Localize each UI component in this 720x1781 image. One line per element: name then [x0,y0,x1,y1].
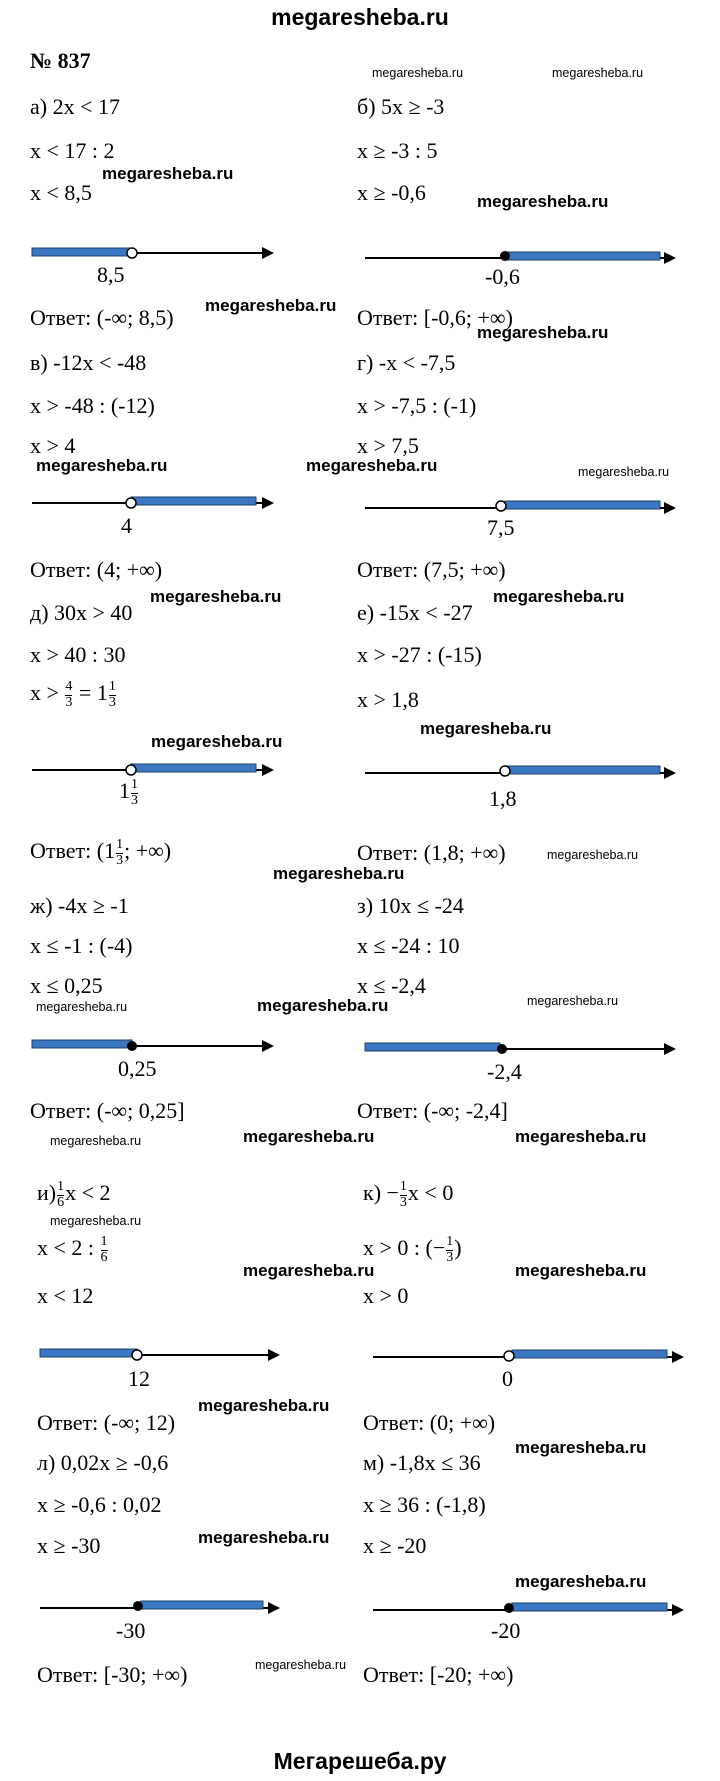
problem-k-label: к) − [363,1180,399,1206]
arrow-m [672,1604,684,1616]
watermark: megaresheba.ru [493,587,625,606]
problem-b-line-3: х ≥ -0,6 [357,180,426,205]
watermark: megaresheba.ru [36,456,168,475]
problem-zh-line-2: х ≤ -1 : (-4) [30,933,133,958]
problem-m-line-1: м) -1,8х ≤ 36 [363,1450,481,1475]
problem-zh-line-1: ж) -4х ≥ -1 [30,893,129,918]
watermark: megaresheba.ru [198,1396,330,1415]
problem-b-line-1: б) 5х ≥ -3 [357,94,445,119]
fraction-denominator: 3 [399,1194,407,1210]
answer-d-suffix: ; +∞) [124,838,172,864]
answer-g: Ответ: (7,5; +∞) [357,557,506,582]
watermark: megaresheba.ru [420,719,552,738]
watermark: megaresheba.ru [50,1134,142,1148]
problem-zh-line-3: х ≤ 0,25 [30,973,103,998]
problem-a-line-2: х < 17 : 2 [30,138,115,163]
fraction-numerator: 1 [399,1179,407,1194]
answer-b: Ответ: [-0,6; +∞) [357,305,513,330]
point-label-a: 8,5 [97,262,125,287]
point-label-v: 4 [121,513,132,538]
answer-v: Ответ: (4; +∞) [30,557,163,582]
answer-z: Ответ: (-∞; -2,4] [357,1098,508,1123]
point-label-i: 12 [128,1366,150,1391]
point-label-k: 0 [502,1366,513,1391]
watermark: megaresheba.ru [255,1658,347,1672]
answer-a: Ответ: (-∞; 8,5) [30,305,174,330]
problem-g-line-3: х > 7,5 [357,433,419,458]
point-label-l: -30 [116,1618,146,1643]
problem-g-line-2: х > -7,5 : (-1) [357,393,477,418]
watermark: megaresheba.ru [515,1127,647,1146]
fraction-denominator: 3 [446,1249,454,1265]
fraction-denominator: 3 [131,792,138,808]
watermark: megaresheba.ru [372,66,464,80]
answer-zh: Ответ: (-∞; 0,25] [30,1098,185,1123]
problem-d-line-1: д) 30х > 40 [30,600,133,625]
watermark: megaresheba.ru [515,1261,647,1280]
problem-l-line-3: х ≥ -30 [37,1533,101,1558]
problem-a-line-1: а) 2х < 17 [30,94,120,119]
shade-m [512,1603,667,1611]
fraction-numerator: 1 [131,777,138,792]
problem-l-line-2: х ≥ -0,6 : 0,02 [37,1492,162,1517]
point-label-b: -0,6 [485,264,520,289]
problem-v-line-3: х > 4 [30,433,76,458]
problem-l-line-1: л) 0,02х ≥ -0,6 [37,1450,169,1475]
problem-i-line-2-prefix: х < 2 : [37,1235,95,1261]
problem-v-line-2: х > -48 : (-12) [30,393,155,418]
point-m [504,1603,514,1613]
watermark: megaresheba.ru [477,323,609,342]
watermark: megaresheba.ru [273,864,405,883]
watermark: megaresheba.ru [306,456,438,475]
problem-v-line-1: в) -12х < -48 [30,350,147,375]
problem-k-line-2-prefix: х > 0 : (− [363,1235,446,1261]
watermark: megaresheba.ru [50,1214,142,1228]
watermark: megaresheba.ru [150,587,282,606]
problem-m-line-2: х ≥ 36 : (-1,8) [363,1492,486,1517]
answer-k: Ответ: (0; +∞) [363,1410,496,1435]
problem-a-line-3: х < 8,5 [30,180,92,205]
watermark: megaresheba.ru [515,1572,647,1591]
task-number: № 837 [30,48,91,73]
problem-e-line-3: х > 1,8 [357,687,419,712]
problem-z-line-2: х ≤ -24 : 10 [357,933,460,958]
watermark: megaresheba.ru [243,1261,375,1280]
site-header[interactable]: megaresheba.ru [271,4,449,30]
point-label-d-whole: 1 [119,778,130,804]
fraction-denominator: 3 [116,852,124,868]
fraction-denominator: 6 [100,1249,108,1265]
fraction-denominator: 3 [108,694,116,710]
problem-m-line-3: х ≥ -20 [363,1533,427,1558]
point-label-m: -20 [491,1618,521,1643]
watermark: megaresheba.ru [198,1528,330,1547]
watermark: megaresheba.ru [151,732,283,751]
problem-k-line-2-suffix: ) [454,1235,462,1261]
watermark: megaresheba.ru [552,66,644,80]
point-label-zh: 0,25 [118,1056,157,1081]
problem-k-line-3: х > 0 [363,1283,409,1308]
fraction-denominator: 6 [57,1194,65,1210]
problem-e-line-2: х > -27 : (-15) [357,642,482,667]
site-footer[interactable]: Мегарешеба.ру [273,1748,447,1774]
problem-e-line-1: е) -15х < -27 [357,600,473,625]
fraction-numerator: 1 [116,837,124,852]
point-label-z: -2,4 [487,1059,522,1084]
answer-d-prefix: Ответ: (1 [30,838,116,864]
problem-d-line-2: х > 40 : 30 [30,642,126,667]
answer-l: Ответ: [-30; +∞) [37,1662,188,1687]
problem-g-line-1: г) -х < -7,5 [357,350,456,375]
problem-i-line-3: х < 12 [37,1283,94,1308]
watermark: megaresheba.ru [102,164,234,183]
fraction-numerator: 1 [108,679,116,694]
watermark: megaresheba.ru [527,994,619,1008]
problem-k-line-1-suffix: х < 0 [407,1180,454,1206]
problem-d-line-3-prefix: х > [30,680,59,706]
watermark: megaresheba.ru [578,465,670,479]
fraction-numerator: 4 [65,679,73,694]
fraction-numerator: 1 [57,1179,65,1194]
problem-z-line-1: з) 10х ≤ -24 [357,893,464,918]
problem-d-line-3-eq: = 1 [78,680,108,706]
answer-e: Ответ: (1,8; +∞) [357,840,506,865]
watermark: megaresheba.ru [36,1000,128,1014]
watermark: megaresheba.ru [205,296,337,315]
problem-i-label: и) [37,1180,57,1206]
answer-m: Ответ: [-20; +∞) [363,1662,514,1687]
point-label-e: 1,8 [489,786,517,811]
watermark: megaresheba.ru [257,996,389,1015]
fraction-numerator: 1 [100,1234,108,1249]
fraction-numerator: 1 [446,1234,454,1249]
answer-i: Ответ: (-∞; 12) [37,1410,176,1435]
fraction-denominator: 3 [65,694,73,710]
problem-b-line-2: х ≥ -3 : 5 [357,138,438,163]
problem-z-line-3: х ≤ -2,4 [357,973,426,998]
watermark: megaresheba.ru [477,192,609,211]
point-label-g: 7,5 [487,515,515,540]
watermark: megaresheba.ru [515,1438,647,1457]
problem-i-line-1-suffix: х < 2 [65,1180,111,1206]
watermark: megaresheba.ru [243,1127,375,1146]
watermark: megaresheba.ru [547,848,639,862]
